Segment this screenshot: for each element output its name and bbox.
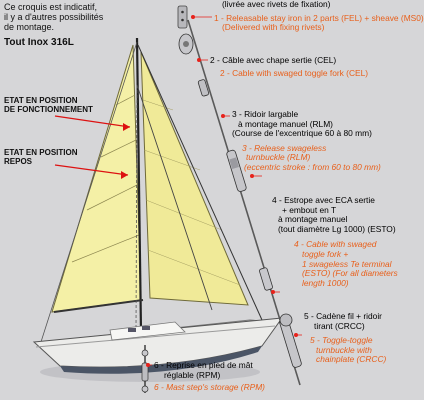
state-rest-line: REPOS: [4, 157, 33, 166]
item-5-fr: 5 - Cadène fil + ridoir: [304, 311, 382, 321]
item-3-en: 3 - Release swageless: [242, 142, 327, 153]
item-5-fr: tirant (CRCC): [314, 320, 365, 331]
item-1-en: (Delivered with fixing rivets): [222, 22, 325, 33]
state-rest-label: [4, 148, 77, 166]
item-3: [232, 110, 381, 173]
chainplate-part: [279, 314, 302, 368]
intro-line: Ce croquis est indicatif,: [4, 2, 98, 12]
cabin-window: [128, 328, 136, 332]
item-6-fr: réglable (RPM): [164, 369, 221, 380]
state-operating-line: ETAT EN POSITION: [4, 96, 78, 105]
item-4-en: length 1000): [302, 277, 349, 288]
item-5: [304, 312, 386, 365]
item-6-en: 6 - Mast step's storage (RPM): [154, 382, 265, 393]
item-5-en: turnbuckle with: [316, 344, 372, 355]
item-4-en: 4 - Cable with swaged: [294, 239, 377, 250]
item-1-en: 1 - Releasable stay iron in 2 parts (FEL) + sheave (MS0): [214, 12, 424, 23]
item-4-fr: + embout en T: [282, 204, 337, 215]
state-operating-line: DE FONCTIONNEMENT: [4, 105, 93, 114]
item-2-en: 2 - Cable with swaged toggle fork (CEL): [220, 67, 369, 78]
item-3-fr: 3 - Ridoir largable: [232, 109, 299, 119]
item-3-fr: (Course de l'excentrique 60 à 80 mm): [232, 128, 372, 139]
item-4-en: toggle fork +: [302, 248, 349, 259]
item-4-en: (ESTO) (For all diameters: [302, 268, 398, 279]
state-rest-line: ETAT EN POSITION: [4, 148, 78, 157]
sheave-part: [179, 34, 193, 54]
item-6-fr: 6 - Reprise en pied de mât: [154, 360, 253, 370]
mast-step-part: [142, 345, 148, 393]
item-4: [272, 196, 398, 288]
foresail: [141, 52, 248, 305]
item-4-fr: à montage manuel: [278, 214, 348, 225]
material-label: Tout Inox 316L: [4, 37, 74, 48]
intro-line: il y a d'autres possibilités: [4, 12, 104, 22]
item-5-en: chainplate (CRCC): [316, 354, 387, 365]
item-2: [210, 56, 368, 78]
item-5-en: 5 - Toggle-toggle: [310, 335, 373, 346]
strop-part: [259, 267, 273, 290]
state-operating-label: [4, 96, 93, 114]
item-4-fr: (tout diamètre Lg 1000) (ESTO): [278, 223, 396, 234]
mainsail: [52, 45, 141, 312]
stay-iron-part: [178, 6, 187, 28]
item-1-fr: (livrée avec rivets de fixation): [222, 0, 331, 9]
cabin-window: [142, 326, 150, 330]
intro-line: de montage.: [4, 22, 55, 32]
item-4-fr: 4 - Estrope avec ECA sertie: [272, 195, 375, 205]
item-6: [154, 361, 265, 393]
item-3-fr: à montage manuel (RLM): [238, 118, 333, 129]
item-3-en: turnbuckle (RLM): [246, 152, 311, 163]
item-2-fr: 2 - Câble avec chape sertie (CEL): [210, 55, 337, 65]
item-3-en: (eccentric stroke : from 60 to 80 mm): [244, 161, 381, 172]
intro-note: [4, 2, 103, 32]
item-1: [214, 0, 424, 33]
item-4-en: 1 swageless Te terminal: [302, 258, 392, 269]
